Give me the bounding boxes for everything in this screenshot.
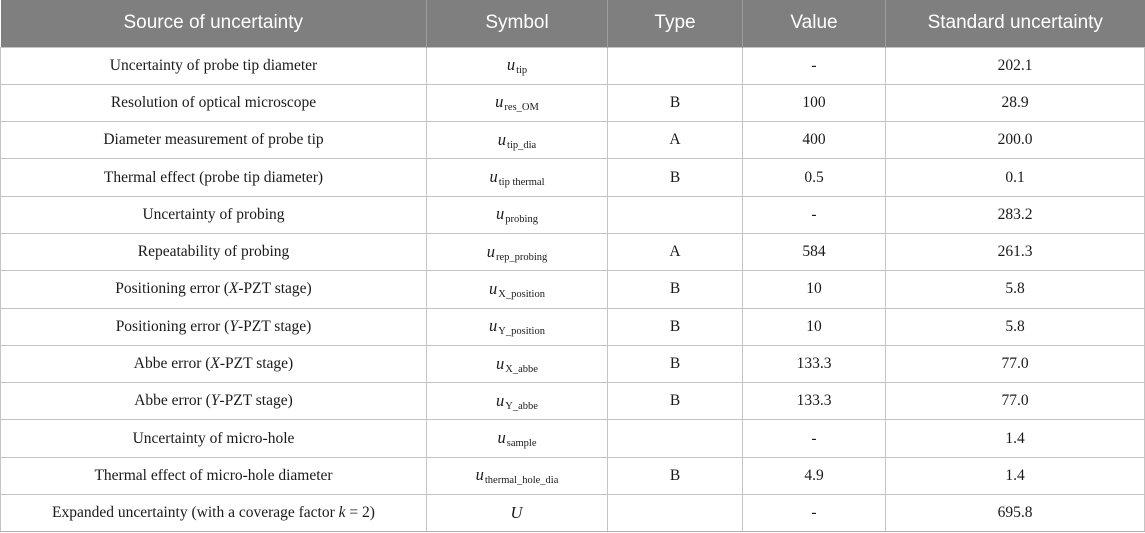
symbol-main: u bbox=[506, 55, 516, 75]
source-text: Abbe error ( bbox=[133, 355, 211, 373]
value-cell: 10 bbox=[743, 271, 886, 308]
type-cell: B bbox=[608, 271, 743, 308]
source-text: Uncertainty of probing bbox=[142, 205, 285, 223]
source-italic: X bbox=[228, 280, 239, 298]
type-cell bbox=[608, 47, 743, 84]
value-cell: 0.5 bbox=[743, 159, 886, 196]
type-cell: B bbox=[608, 345, 743, 382]
symbol-subscript: tip bbox=[516, 65, 528, 77]
source-cell bbox=[1, 420, 427, 457]
source-cell bbox=[1, 308, 427, 345]
standard-uncertainty-cell: 1.4 bbox=[886, 457, 1145, 494]
table-row bbox=[1, 122, 1145, 159]
table-row bbox=[1, 457, 1145, 494]
value-cell: 584 bbox=[743, 233, 886, 270]
symbol-cell bbox=[427, 308, 608, 345]
type-cell: B bbox=[608, 308, 743, 345]
source-text-end: = 2) bbox=[345, 504, 375, 522]
value-cell: - bbox=[743, 196, 886, 233]
symbol-cell bbox=[427, 196, 608, 233]
standard-uncertainty-cell: 77.0 bbox=[886, 345, 1145, 382]
type-cell bbox=[608, 495, 743, 532]
symbol-cell bbox=[427, 84, 608, 121]
standard-uncertainty-cell: 77.0 bbox=[886, 383, 1145, 420]
type-cell: B bbox=[608, 84, 743, 121]
source-text: Thermal effect of micro-hole diameter bbox=[94, 466, 333, 484]
header-symbol: Symbol bbox=[427, 0, 608, 47]
symbol-main: u bbox=[486, 241, 495, 261]
source-cell bbox=[1, 457, 427, 494]
table-row bbox=[1, 308, 1145, 345]
source-text: Thermal effect (probe tip diameter) bbox=[103, 168, 324, 186]
source-cell bbox=[1, 271, 427, 308]
symbol-cell bbox=[427, 457, 608, 494]
symbol-main: u bbox=[495, 92, 504, 112]
source-text: Abbe error ( bbox=[134, 392, 211, 410]
standard-uncertainty-cell: 5.8 bbox=[886, 271, 1145, 308]
header-value: Value bbox=[743, 0, 886, 47]
standard-uncertainty-cell: 1.4 bbox=[886, 420, 1145, 457]
source-text: Positioning error ( bbox=[115, 280, 229, 298]
symbol-cell bbox=[427, 271, 608, 308]
symbol-main: u bbox=[489, 167, 498, 187]
value-cell: 100 bbox=[743, 84, 886, 121]
source-text: Uncertainty of probe tip diameter bbox=[109, 56, 318, 74]
table-row bbox=[1, 47, 1145, 84]
symbol-cell bbox=[427, 383, 608, 420]
source-cell bbox=[1, 345, 427, 382]
type-cell bbox=[608, 420, 743, 457]
standard-uncertainty-cell: 0.1 bbox=[886, 159, 1145, 196]
value-cell: - bbox=[743, 495, 886, 532]
symbol-subscript: probing bbox=[505, 214, 538, 226]
source-text: Positioning error ( bbox=[115, 317, 230, 335]
source-cell bbox=[1, 122, 427, 159]
table-row bbox=[1, 345, 1145, 382]
source-italic: X bbox=[210, 355, 220, 373]
symbol-cell bbox=[427, 47, 608, 84]
source-text-end: -PZT stage) bbox=[219, 392, 293, 410]
source-italic: k bbox=[338, 504, 346, 522]
source-text: Uncertainty of micro-hole bbox=[132, 429, 295, 447]
table-row bbox=[1, 383, 1145, 420]
symbol-main: u bbox=[496, 204, 505, 224]
type-cell bbox=[608, 196, 743, 233]
source-italic: Y bbox=[210, 392, 220, 410]
symbol-subscript: Y_abbe bbox=[505, 400, 538, 412]
source-text: Resolution of optical microscope bbox=[110, 93, 317, 111]
table-row bbox=[1, 420, 1145, 457]
type-cell: B bbox=[608, 457, 743, 494]
source-cell bbox=[1, 196, 427, 233]
symbol-subscript: sample bbox=[506, 438, 537, 450]
standard-uncertainty-cell: 261.3 bbox=[886, 233, 1145, 270]
header-source: Source of uncertainty bbox=[1, 0, 427, 47]
source-text: Expanded uncertainty (with a coverage factor bbox=[52, 504, 339, 522]
value-cell: 10 bbox=[743, 308, 886, 345]
header-type: Type bbox=[608, 0, 743, 47]
source-cell bbox=[1, 495, 427, 532]
symbol-main: U bbox=[510, 502, 523, 522]
standard-uncertainty-cell: 28.9 bbox=[886, 84, 1145, 121]
source-text: Diameter measurement of probe tip bbox=[103, 131, 324, 149]
value-cell: - bbox=[743, 420, 886, 457]
source-cell bbox=[1, 47, 427, 84]
symbol-subscript: thermal_hole_dia bbox=[484, 475, 559, 487]
symbol-main: u bbox=[489, 278, 498, 298]
type-cell: B bbox=[608, 159, 743, 196]
source-cell bbox=[1, 233, 427, 270]
source-cell bbox=[1, 159, 427, 196]
symbol-subscript: X_position bbox=[498, 288, 545, 300]
standard-uncertainty-cell: 283.2 bbox=[886, 196, 1145, 233]
symbol-subscript: res_OM bbox=[504, 102, 539, 114]
type-cell: A bbox=[608, 122, 743, 159]
symbol-subscript: tip_dia bbox=[507, 139, 537, 151]
standard-uncertainty-cell: 200.0 bbox=[886, 122, 1145, 159]
value-cell: 133.3 bbox=[743, 383, 886, 420]
symbol-cell bbox=[427, 159, 608, 196]
standard-uncertainty-cell: 202.1 bbox=[886, 47, 1145, 84]
table-row bbox=[1, 233, 1145, 270]
table-row bbox=[1, 271, 1145, 308]
source-text-end: -PZT stage) bbox=[219, 355, 294, 373]
symbol-cell bbox=[427, 233, 608, 270]
symbol-main: u bbox=[496, 390, 505, 410]
type-cell: B bbox=[608, 383, 743, 420]
table-row bbox=[1, 196, 1145, 233]
header-standard-uncertainty: Standard uncertainty bbox=[886, 0, 1145, 47]
source-cell bbox=[1, 383, 427, 420]
symbol-cell bbox=[427, 495, 608, 532]
symbol-subscript: Y_position bbox=[498, 326, 545, 338]
source-italic: Y bbox=[229, 317, 238, 335]
standard-uncertainty-cell: 695.8 bbox=[886, 495, 1145, 532]
symbol-subscript: tip thermal bbox=[498, 177, 545, 189]
source-text-end: -PZT stage) bbox=[237, 317, 312, 335]
symbol-subscript: rep_probing bbox=[495, 251, 548, 263]
table-row bbox=[1, 495, 1145, 532]
symbol-main: u bbox=[496, 353, 505, 373]
source-text-end: -PZT stage) bbox=[238, 280, 312, 298]
table-row bbox=[1, 159, 1145, 196]
symbol-cell bbox=[427, 345, 608, 382]
type-cell: A bbox=[608, 233, 743, 270]
value-cell: 133.3 bbox=[743, 345, 886, 382]
value-cell: 400 bbox=[743, 122, 886, 159]
symbol-cell bbox=[427, 420, 608, 457]
source-cell bbox=[1, 84, 427, 121]
symbol-main: u bbox=[497, 428, 506, 448]
table-body bbox=[1, 47, 1145, 532]
symbol-main: u bbox=[497, 129, 507, 149]
symbol-main: u bbox=[475, 465, 484, 485]
standard-uncertainty-cell: 5.8 bbox=[886, 308, 1145, 345]
header-row bbox=[1, 0, 1145, 47]
source-text: Repeatability of probing bbox=[137, 243, 290, 261]
value-cell: - bbox=[743, 47, 886, 84]
symbol-main: u bbox=[489, 316, 498, 336]
symbol-cell bbox=[427, 122, 608, 159]
value-cell: 4.9 bbox=[743, 457, 886, 494]
table-row bbox=[1, 84, 1145, 121]
symbol-subscript: X_abbe bbox=[505, 363, 538, 375]
